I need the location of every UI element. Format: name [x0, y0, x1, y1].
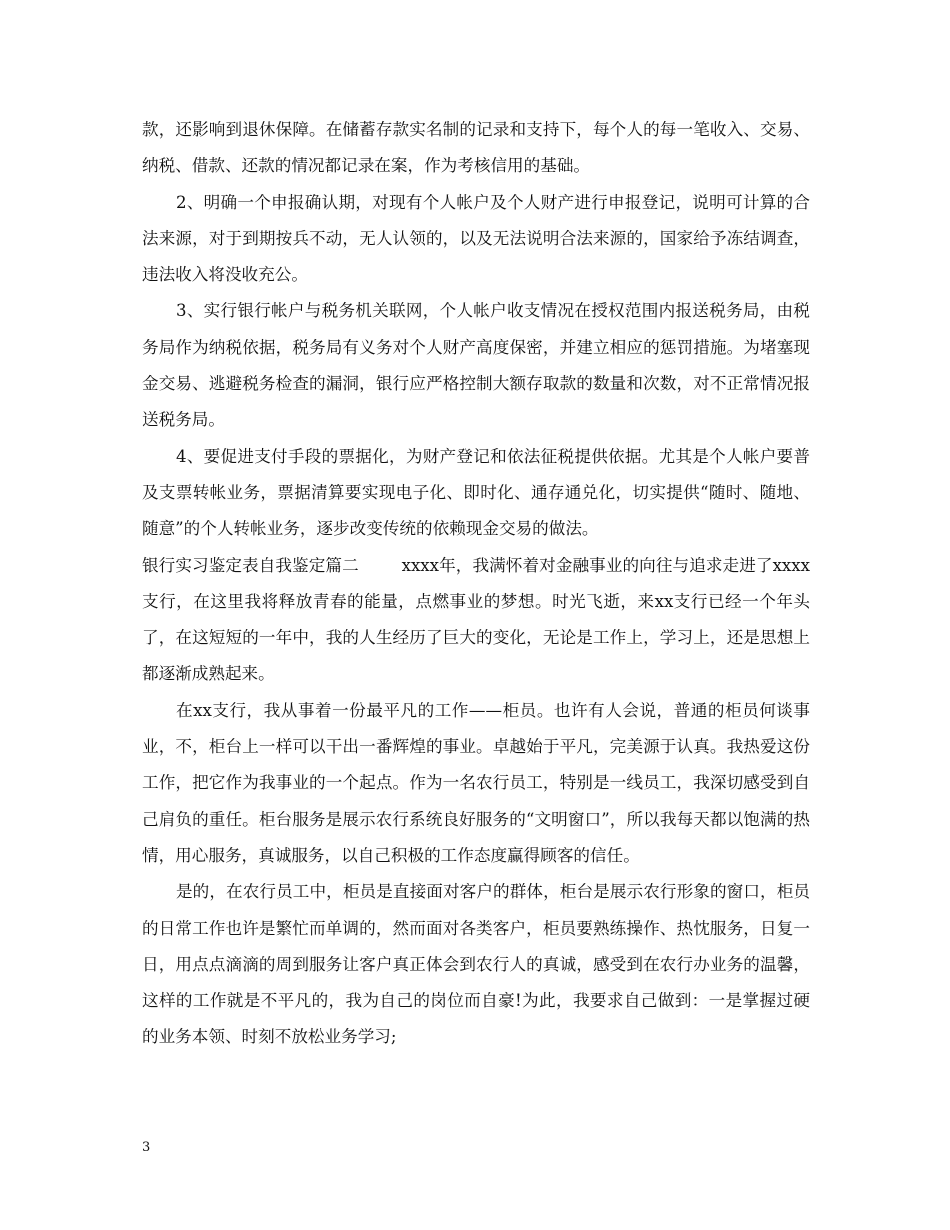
paragraph-section-two-intro: 银行实习鉴定表自我鉴定篇二 xxxx年，我满怀着对金融事业的向往与追求走进了xxxx支行，在这里我将释放青春的能量，点燃事业的梦想。时光飞逝，来xx支行已经一个年头了，在这短短的一年中，我的人生经历了巨大的变化，无论是工作上，学习上，还是思想上都逐渐成熟起来。 — [142, 555, 810, 684]
paragraph-item-2: 2、明确一个申报确认期，对现有个人帐户及个人财产进行申报登记，说明可计算的合法来源，对于到期按兵不动，无人认领的，以及无法说明合法来源的，国家给予冻结调查，违法收入将没收充公。 — [142, 192, 810, 285]
paragraph-teller-work: 在xx支行，我从事着一份最平凡的工作——柜员。也许有人会说，普通的柜员何谈事业，不，柜台上一样可以干出一番辉煌的事业。卓越始于平凡，完美源于认真。我热爱这份工作，把它作为我事业的一个起点。作为一名农行员工，特别是一线员工，我深切感受到自己肩负的重任。柜台服务是展示农行系统良好服务的“文明窗口”，所以我每天都以饱满的热情，用心服务，真诚服务，以自己积极的工作态度赢得顾客的信任。 — [142, 700, 810, 865]
paragraph-teller-role: 是的，在农行员工中，柜员是直接面对客户的群体，柜台是展示农行形象的窗口，柜员的日常工作也许是繁忙而单调的，然而面对各类客户，柜员要熟练操作、热忱服务，日复一日，用点点滴滴的周到服务让客户真正体会到农行人的真诚，感受到在农行办业务的温馨，这样的工作就是不平凡的，我为自己的岗位而自豪!为此，我要求自己做到：一是掌握过硬的业务本领、时刻不放松业务学习; — [142, 882, 810, 1047]
paragraph-item-3: 3、实行银行帐户与税务机关联网，个人帐户收支情况在授权范围内报送税务局，由税务局作为纳税依据，税务局有义务对个人财产高度保密，并建立相应的惩罚措施。为堵塞现金交易、逃避税务检查的漏洞，银行应严格控制大额存取款的数量和次数，对不正常情况报送税务局。 — [142, 301, 810, 430]
paragraph-item-4: 4、要促进支付手段的票据化，为财产登记和依法征税提供依据。尤其是个人帐户要普及支票转帐业务，票据清算要实现电子化、即时化、通存通兑化，切实提供“随时、随地、随意”的个人转帐业务，逐步改变传统的依赖现金交易的做法。 — [142, 446, 810, 539]
document-body — [142, 112, 810, 1056]
paragraph-continuation: 款，还影响到退休保障。在储蓄存款实名制的记录和支持下，每个人的每一笔收入、交易、纳税、借款、还款的情况都记录在案，作为考核信用的基础。 — [142, 120, 810, 176]
page-number: 3 — [142, 1140, 151, 1155]
